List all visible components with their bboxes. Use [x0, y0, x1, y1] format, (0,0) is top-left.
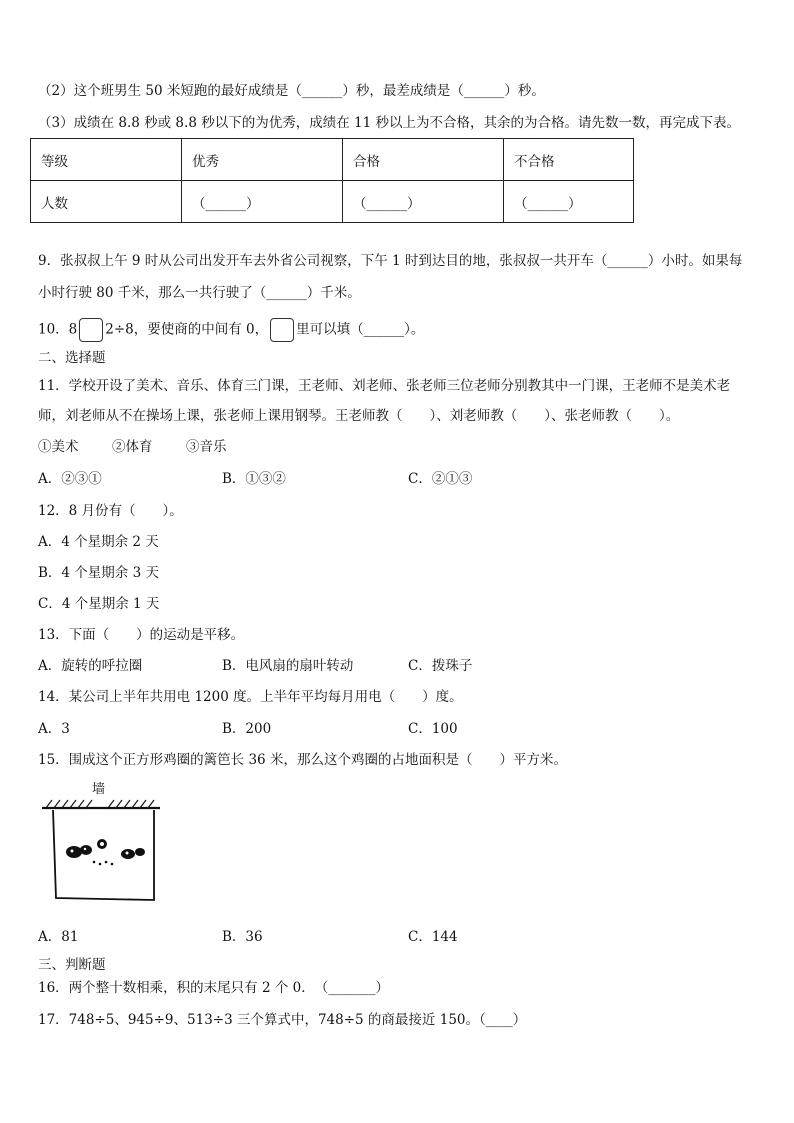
- q9-line2: 小时行驶 80 千米，那么一共行驶了（______）千米。: [38, 285, 361, 301]
- q12-option-a[interactable]: A．4 个星期余 2 天: [38, 534, 159, 550]
- table-header-cell: 等级: [31, 139, 182, 181]
- table-blank-cell[interactable]: （______）: [343, 181, 504, 223]
- q14-option-c[interactable]: C．100: [408, 721, 458, 737]
- q12-option-b[interactable]: B．4 个星期余 3 天: [38, 565, 159, 581]
- q17-stem: 17．748÷5、945÷9、513÷3 三个算式中，748÷5 的商最接近 150。（____）: [38, 1012, 527, 1028]
- q12-stem: 12．8 月份有（ ）。: [38, 503, 183, 519]
- q10-middle: 2÷8，要使商的中间有 0，: [105, 321, 269, 338]
- q13-stem: 13．下面（ ）的运动是平移。: [38, 627, 245, 643]
- q14-option-a[interactable]: A．3: [38, 721, 70, 737]
- table-row-label: 人数: [31, 181, 182, 223]
- q12-option-c[interactable]: C．4 个星期余 1 天: [38, 596, 160, 612]
- q10-prefix: 10．8: [38, 321, 78, 338]
- q10-suffix: 里可以填（______）。: [296, 321, 425, 338]
- q11-option-b[interactable]: B．①③②: [222, 471, 286, 487]
- q15-stem: 15．围成这个正方形鸡圈的篱笆长 36 米，那么这个鸡圈的占地面积是（ ）平方米。: [38, 752, 567, 768]
- section-title: 三、判断题: [38, 957, 106, 973]
- q11-choice: ③音乐: [186, 439, 227, 455]
- q14-stem: 14．某公司上半年共用电 1200 度。上半年平均每月用电（ ）度。: [38, 689, 463, 705]
- section-title: 二、选择题: [38, 350, 106, 366]
- wall-label: 墙: [92, 782, 106, 797]
- q11-choice: ①美术: [38, 439, 79, 455]
- q14-option-b[interactable]: B．200: [222, 721, 272, 737]
- blank-box[interactable]: [270, 318, 294, 342]
- q10: [38, 318, 424, 342]
- q13-option-a[interactable]: A．旋转的呼拉圈: [38, 658, 143, 674]
- q8-part2: （2）这个班男生 50 米短跑的最好成绩是（______）秒，最差成绩是（______）秒。: [38, 83, 545, 99]
- q15-option-b[interactable]: B．36: [222, 929, 263, 945]
- q11-line1: 11．学校开设了美术、音乐、体育三门课，王老师、刘老师、张老师三位老师分别教其中一门课，王老师不是美术老: [38, 378, 731, 394]
- q15-option-a[interactable]: A．81: [38, 929, 79, 945]
- q11-option-a[interactable]: A．②③①: [38, 471, 102, 487]
- table-row: [31, 139, 634, 181]
- q11-line2: 师，刘老师从不在操场上课，张老师上课用钢琴。王老师教（ ）、刘老师教（ ）、张老师教（ ）。: [38, 408, 680, 424]
- blank-box[interactable]: [79, 318, 103, 342]
- q9-line1: 9．张叔叔上午 9 时从公司出发开车去外省公司视察，下午 1 时到达目的地，张叔叔一共开车（______）小时。如果每: [38, 253, 743, 269]
- q13-option-b[interactable]: B．电风扇的扇叶转动: [222, 658, 354, 674]
- q15-option-c[interactable]: C．144: [408, 929, 458, 945]
- table-header-cell: 合格: [343, 139, 504, 181]
- table-header-cell: 不合格: [504, 139, 634, 181]
- chicken-coop-figure: [38, 782, 162, 906]
- grade-table: [30, 138, 634, 223]
- table-blank-cell[interactable]: （______）: [504, 181, 634, 223]
- q8-part3: （3）成绩在 8.8 秒或 8.8 秒以下的为优秀，成绩在 11 秒以上为不合格，其余的为合格。请先数一数，再完成下表。: [38, 115, 740, 131]
- q13-option-c[interactable]: C．拨珠子: [408, 658, 473, 674]
- table-header-cell: 优秀: [182, 139, 343, 181]
- table-blank-cell[interactable]: （______）: [182, 181, 343, 223]
- table-row: [31, 181, 634, 223]
- chicken-coop-drawing: [38, 786, 162, 906]
- q16-stem: 16．两个整十数相乘，积的末尾只有 2 个 0． （_______）: [38, 980, 389, 996]
- q11-option-c[interactable]: C．②①③: [408, 471, 473, 487]
- q11-choice: ②体育: [112, 439, 153, 455]
